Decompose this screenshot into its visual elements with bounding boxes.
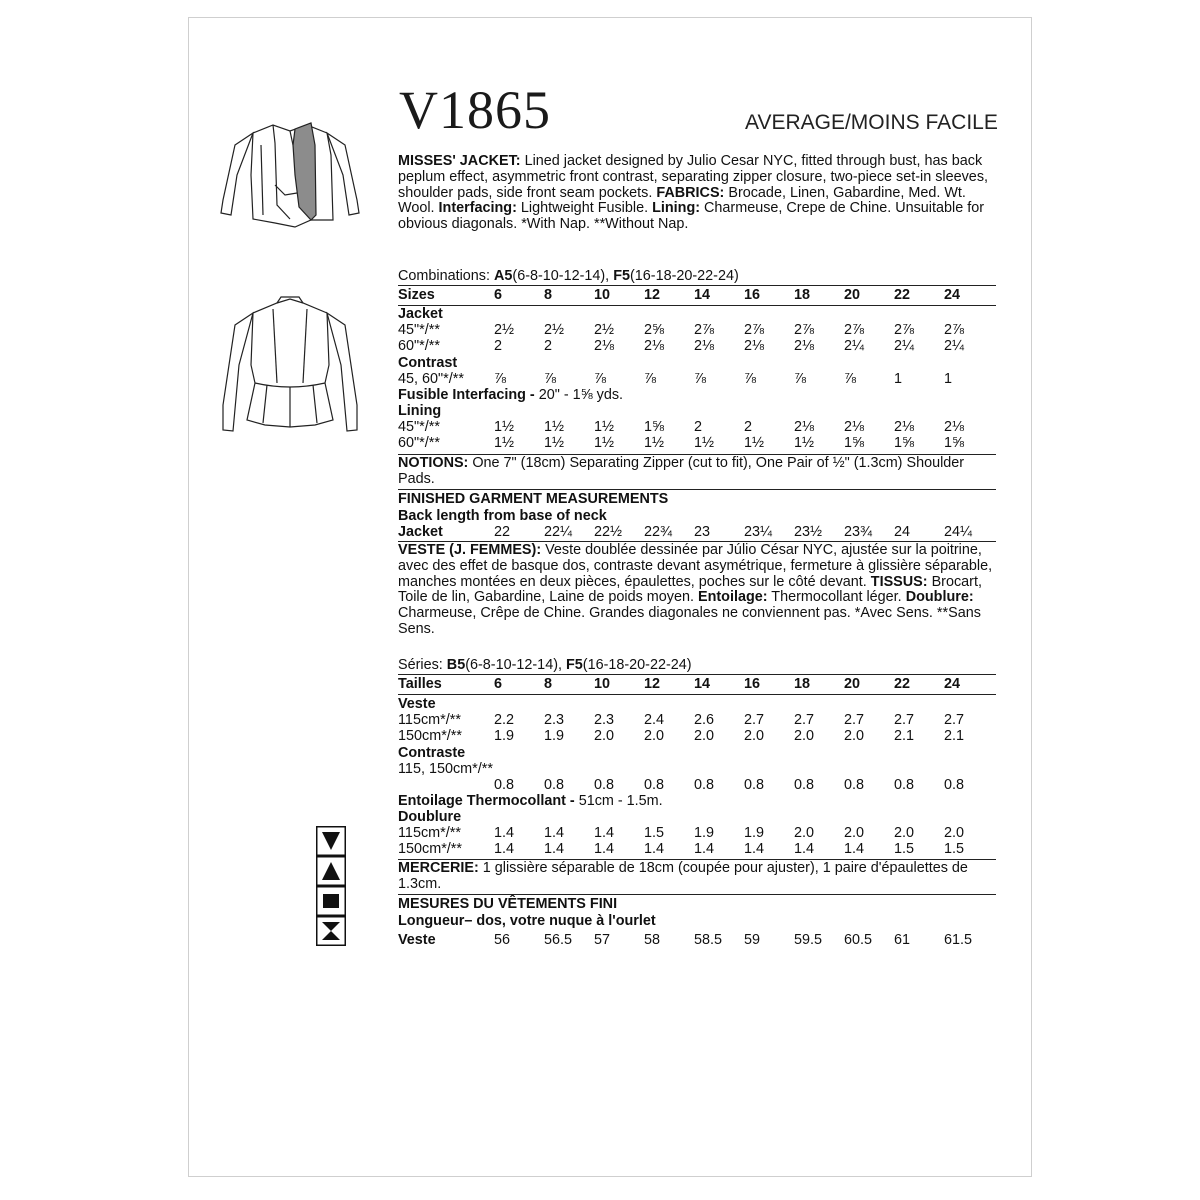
combination-f-sizes: (16-18-20-22-24) — [629, 268, 739, 284]
table-cell: 2.4 — [644, 712, 665, 728]
row-label: 45"*/** — [398, 419, 440, 435]
table-cell: 23¾ — [844, 524, 873, 540]
table-cell: 1½ — [644, 435, 665, 451]
fabric-symbols — [316, 826, 346, 946]
table-cell: 57 — [594, 932, 611, 948]
table-row — [398, 841, 998, 857]
table-row — [398, 825, 998, 841]
table-cell: 2.0 — [744, 728, 765, 744]
table-cell: 22 — [494, 524, 511, 540]
table-cell: 0.8 — [644, 777, 665, 793]
table-cell: 1.9 — [694, 825, 715, 841]
table-cell: 2 — [694, 419, 703, 435]
table-cell: 8 — [544, 676, 553, 692]
table-cell: 2.0 — [694, 728, 715, 744]
table-cell: 12 — [644, 676, 661, 692]
table-cell: 6 — [494, 287, 503, 303]
table-cell: 1.4 — [494, 841, 515, 857]
table-cell: 1.4 — [644, 841, 665, 857]
table-cell: 2½ — [494, 322, 515, 338]
jacket-front-illustration — [221, 123, 359, 227]
table-cell: 1.4 — [744, 841, 765, 857]
table-cell: 2.1 — [894, 728, 915, 744]
table-cell: 2.7 — [844, 712, 865, 728]
table-cell: 0.8 — [544, 777, 565, 793]
table-cell: 2⅞ — [844, 322, 865, 338]
table-cell: 22½ — [594, 524, 623, 540]
table-cell: 6 — [494, 676, 503, 692]
table-cell: ⅞ — [844, 371, 857, 387]
table-cell: 2.0 — [794, 825, 815, 841]
table-cell: 2⅝ — [644, 322, 665, 338]
table-cell: 2.3 — [544, 712, 565, 728]
table-cell: 1.9 — [744, 825, 765, 841]
table-cell: 58.5 — [694, 932, 723, 948]
table-cell: 0.8 — [794, 777, 815, 793]
fabrics-text: Brocade, Linen, Gabardine, Med. Wt. Wool. — [398, 184, 966, 217]
table-cell: 20 — [844, 676, 861, 692]
jacket-back-illustration — [223, 297, 357, 431]
table-cell: 2¼ — [844, 338, 865, 354]
table-cell: 0.8 — [744, 777, 765, 793]
divider — [398, 894, 996, 895]
table-cell: ⅞ — [644, 371, 657, 387]
table-cell: 2.2 — [494, 712, 515, 728]
table-row — [398, 435, 998, 451]
finished-jacket-row — [398, 524, 998, 540]
table-cell: 2⅛ — [594, 338, 615, 354]
table-cell: ⅞ — [744, 371, 757, 387]
table-cell: 2⅛ — [794, 419, 815, 435]
lining-heading: Lining: — [652, 200, 701, 217]
table-cell: 1½ — [594, 419, 615, 435]
divider — [398, 489, 996, 490]
table-cell: 1.4 — [544, 825, 565, 841]
tailles-header-row — [398, 676, 998, 692]
table-cell: 0.8 — [694, 777, 715, 793]
table-cell: 2.7 — [744, 712, 765, 728]
table-row — [398, 371, 998, 387]
table-cell: 1 — [944, 371, 953, 387]
row-label: 45, 60"*/** — [398, 371, 464, 387]
row-label: Tailles — [398, 676, 442, 692]
table-cell: 10 — [594, 287, 611, 303]
table-cell: 2.0 — [644, 728, 665, 744]
square-icon — [323, 894, 339, 908]
table-cell: 58 — [644, 932, 661, 948]
interfacing-heading: Interfacing: — [438, 200, 517, 217]
table-cell: 56.5 — [544, 932, 573, 948]
table-cell: ⅞ — [544, 371, 557, 387]
table-cell: 1.4 — [544, 841, 565, 857]
notions-text: NOTIONS: One 7" (18cm) Separating Zipper (cut to fit), One Pair of ½" (1.3cm) Shoulder Pads. — [398, 455, 965, 487]
fusible-interfacing-row: Fusible Interfacing - 20" - 1⅝ yds. — [398, 387, 624, 403]
table-cell: 18 — [794, 676, 811, 692]
table-cell: 59 — [744, 932, 761, 948]
table-row — [398, 712, 998, 728]
table-cell: 1.9 — [494, 728, 515, 744]
table-cell: 2.6 — [694, 712, 715, 728]
table-cell: 22 — [894, 676, 911, 692]
table-cell: 24 — [944, 676, 961, 692]
table-cell: 2.0 — [594, 728, 615, 744]
table-cell: 2.0 — [894, 825, 915, 841]
table-cell: 2⅞ — [944, 322, 965, 338]
table-cell: 2⅞ — [894, 322, 915, 338]
table-cell: 2⅛ — [894, 419, 915, 435]
lining-text: Charmeuse, Crepe de Chine. Unsuitable for obvious diagonals. *With Nap. **Without Nap. — [398, 200, 984, 233]
table-cell: 2.0 — [844, 728, 865, 744]
table-cell: 24 — [944, 287, 961, 303]
table-cell: 2.7 — [944, 712, 965, 728]
table-cell: 0.8 — [494, 777, 515, 793]
table-cell: 1⅝ — [844, 435, 865, 451]
table-cell: 1.4 — [694, 841, 715, 857]
table-cell: 24¼ — [944, 524, 973, 540]
table-cell: 2¼ — [894, 338, 915, 354]
table-cell: 2.1 — [944, 728, 965, 744]
table-cell: 59.5 — [794, 932, 823, 948]
row-label: 150cm*/** — [398, 841, 462, 857]
table-row — [398, 322, 998, 338]
table-row — [398, 777, 998, 793]
table-cell: 0.8 — [844, 777, 865, 793]
combination-a-code: A5 — [494, 268, 513, 284]
table-cell: 2½ — [544, 322, 565, 338]
table-cell: 1.4 — [594, 825, 615, 841]
table-cell: 22¾ — [644, 524, 673, 540]
row-label: 150cm*/** — [398, 728, 462, 744]
jacket-heading: Jacket — [398, 306, 443, 322]
table-cell: 0.8 — [594, 777, 615, 793]
table-cell: 0.8 — [944, 777, 965, 793]
table-cell: 1⅝ — [644, 419, 665, 435]
table-cell: 2.0 — [944, 825, 965, 841]
table-cell: 1½ — [494, 435, 515, 451]
table-cell: 1.5 — [944, 841, 965, 857]
combination-f-code: F5 — [613, 268, 630, 284]
table-cell: 1½ — [694, 435, 715, 451]
veste-heading: Veste — [398, 696, 436, 712]
table-cell: 1.5 — [894, 841, 915, 857]
table-cell: 8 — [544, 287, 553, 303]
table-cell: 23½ — [794, 524, 823, 540]
table-cell: 1⅝ — [894, 435, 915, 451]
row-label: Jacket — [398, 524, 443, 540]
table-cell: 1.5 — [644, 825, 665, 841]
sizes-header-row — [398, 287, 998, 303]
table-cell: 2⅞ — [694, 322, 715, 338]
table-cell: 2⅛ — [794, 338, 815, 354]
table-cell: 1.4 — [794, 841, 815, 857]
table-cell: 16 — [744, 287, 761, 303]
table-cell: 1.4 — [494, 825, 515, 841]
table-cell: 1½ — [744, 435, 765, 451]
table-cell: 2 — [494, 338, 503, 354]
table-cell: 61 — [894, 932, 911, 948]
finished-measurements-heading: FINISHED GARMENT MEASUREMENTS — [398, 491, 669, 507]
table-cell: ⅞ — [594, 371, 607, 387]
table-cell: 22¼ — [544, 524, 573, 540]
table-cell: 1⅝ — [944, 435, 965, 451]
finished-veste-row — [398, 932, 998, 948]
mercerie-text: MERCERIE: 1 glissière séparable de 18cm (coupée pour ajuster), 1 paire d'épaulettes de 1.3cm. — [398, 860, 968, 892]
table-cell: 10 — [594, 676, 611, 692]
table-cell: 2.7 — [894, 712, 915, 728]
table-cell: 61.5 — [944, 932, 973, 948]
table-cell: 2⅞ — [794, 322, 815, 338]
table-row — [398, 419, 998, 435]
table-cell: 2.0 — [844, 825, 865, 841]
divider — [398, 694, 996, 695]
french-description: VESTE (J. FEMMES): Veste doublée dessinée par Júlio César NYC, ajustée sur la poitrine, avec des effet de basque dos, contraste devant asymétrique, fermeture à glissière séparable, manches montées en deux pièces, épaulettes, poches sur le côté devant. TISSUS: Brocart, Toile de lin, Gabardine, Laine de poids moyen. Entoilage: Thermocollant léger. Doublure: Charmeuse, Crêpe de Chine. Grandes diagonales ne conviennent pas. *Avec Sens. **Sans Sens. — [398, 542, 993, 637]
contraste-heading: Contraste — [398, 745, 466, 761]
description-heading: MISSES' JACKET: — [398, 153, 521, 169]
table-row — [398, 728, 998, 744]
doublure-heading: Doublure — [398, 809, 462, 825]
table-cell: 1.4 — [594, 841, 615, 857]
table-cell: 2 — [744, 419, 753, 435]
description-text: Lined jacket designed by Julio Cesar NYC, fitted through bust, has back peplum effect, asymmetric front contrast, separating zipper closure, two-piece set-in sleeves, shoulder pads, side front seam pockets. — [398, 153, 989, 201]
divider — [398, 285, 996, 286]
row-label: 45"*/** — [398, 322, 440, 338]
table-cell: 16 — [744, 676, 761, 692]
table-cell: 1½ — [544, 419, 565, 435]
table-cell: 1.4 — [844, 841, 865, 857]
back-length-heading: Back length from base of neck — [398, 508, 607, 524]
table-cell: 2⅛ — [744, 338, 765, 354]
interfacing-text: Lightweight Fusible. — [516, 200, 653, 217]
table-cell: 2⅛ — [694, 338, 715, 354]
divider — [398, 674, 996, 675]
table-cell: 23 — [694, 524, 711, 540]
french-description-heading: VESTE (J. FEMMES): — [398, 542, 542, 558]
table-cell: 0.8 — [894, 777, 915, 793]
row-label: 115cm*/** — [398, 712, 461, 728]
difficulty-label: AVERAGE/MOINS FACILE — [745, 111, 998, 134]
table-cell: 2⅞ — [744, 322, 765, 338]
table-cell: 2 — [544, 338, 553, 354]
row-label: 60"*/** — [398, 435, 440, 451]
contrast-heading: Contrast — [398, 355, 458, 371]
table-row — [398, 338, 998, 354]
table-cell: 2⅛ — [844, 419, 865, 435]
table-cell: 1½ — [544, 435, 565, 451]
combinations-line — [398, 268, 739, 284]
entoilage-row: Entoilage Thermocollant - 51cm - 1.5m. — [398, 793, 663, 809]
table-cell: 24 — [894, 524, 911, 540]
table-cell: ⅞ — [694, 371, 707, 387]
table-cell: 2⅛ — [644, 338, 665, 354]
mesures-heading: MESURES DU VÊTEMENTS FINI — [398, 896, 618, 912]
table-cell: 1½ — [494, 419, 515, 435]
table-cell: ⅞ — [794, 371, 807, 387]
table-cell: 60.5 — [844, 932, 873, 948]
jacket-illustrations — [215, 115, 365, 445]
pattern-number: V1865 — [399, 80, 551, 140]
table-cell: 12 — [644, 287, 661, 303]
combinations-label: Combinations: — [398, 268, 494, 284]
table-cell: 2.3 — [594, 712, 615, 728]
table-cell: 14 — [694, 676, 711, 692]
table-cell: 2⅛ — [944, 419, 965, 435]
lining-heading: Lining — [398, 403, 442, 419]
table-cell: 14 — [694, 287, 711, 303]
table-cell: 1½ — [794, 435, 815, 451]
table-cell: 1 — [894, 371, 903, 387]
row-label: Veste — [398, 932, 436, 948]
fabrics-heading: FABRICS: — [656, 184, 725, 201]
table-cell: 2.7 — [794, 712, 815, 728]
table-cell: 22 — [894, 287, 911, 303]
table-cell: 1½ — [594, 435, 615, 451]
table-cell: 56 — [494, 932, 511, 948]
row-label: Sizes — [398, 287, 435, 303]
table-cell: 2¼ — [944, 338, 965, 354]
table-cell: 23¼ — [744, 524, 773, 540]
row-label: 60"*/** — [398, 338, 440, 354]
english-description — [398, 154, 998, 233]
row-label: 115cm*/** — [398, 825, 461, 841]
longueur-heading: Longueur– dos, votre nuque à l'ourlet — [398, 913, 656, 929]
table-cell: 2½ — [594, 322, 615, 338]
table-cell: 1.9 — [544, 728, 565, 744]
combination-a-sizes: (6-8-10-12-14), — [512, 268, 614, 284]
series-line: Séries: B5(6-8-10-12-14), F5(16-18-20-22-24) — [398, 657, 692, 673]
contraste-label-row: 115, 150cm*/** — [398, 761, 493, 777]
table-cell: 18 — [794, 287, 811, 303]
table-cell: 2.0 — [794, 728, 815, 744]
table-cell: 20 — [844, 287, 861, 303]
table-cell: ⅞ — [494, 371, 507, 387]
